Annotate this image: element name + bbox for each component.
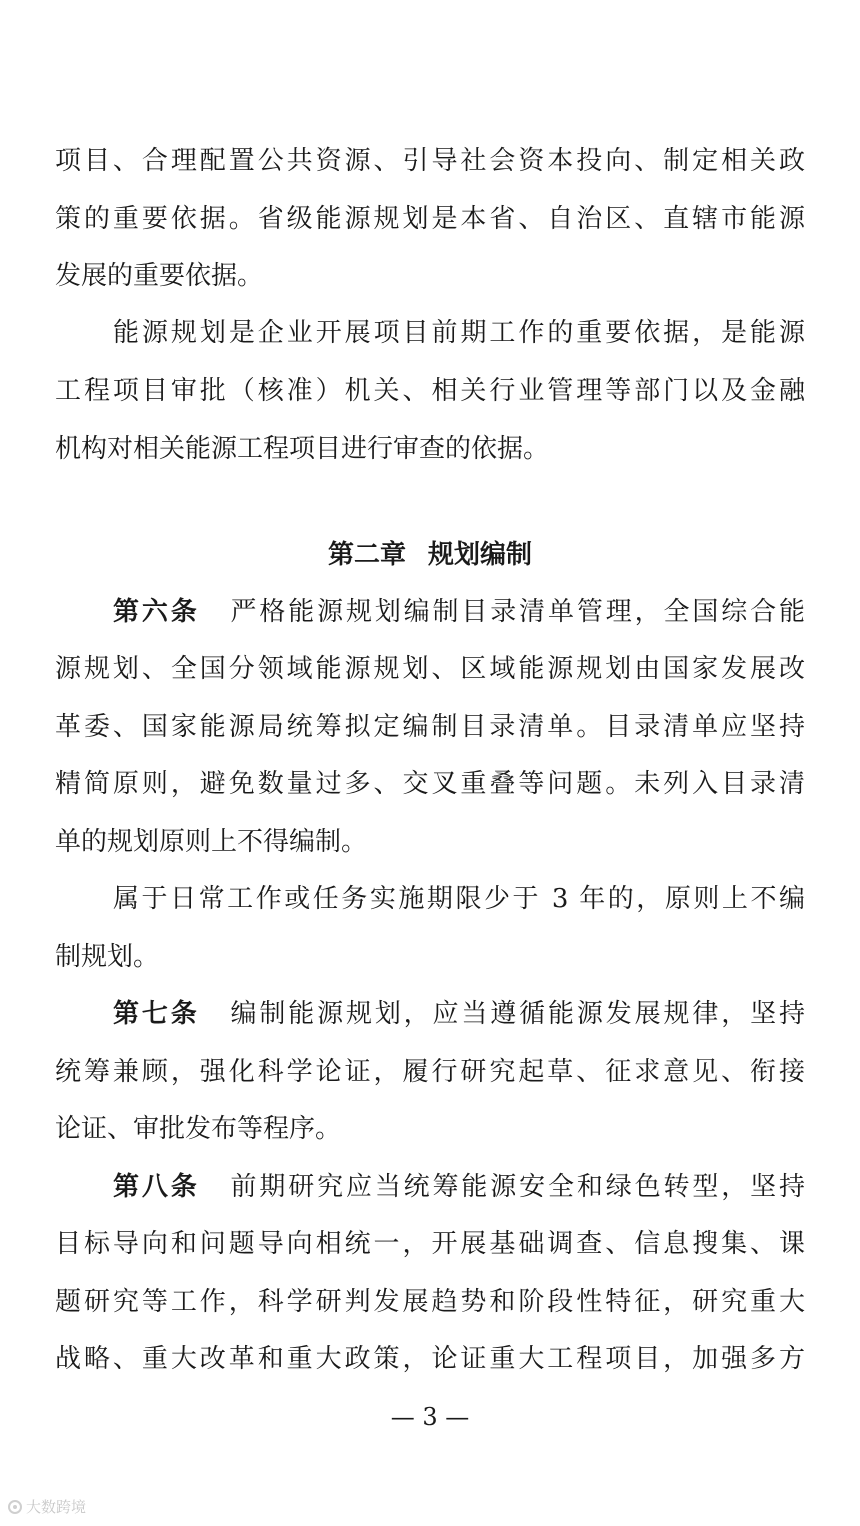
- paragraph-line: 源规划、全国分领域能源规划、区域能源规划由国家发展改: [55, 654, 805, 684]
- watermark: [8, 1496, 86, 1517]
- chapter-title: 规划编制: [428, 540, 533, 570]
- watermark-text: 大数跨境: [26, 1498, 87, 1516]
- paragraph-line: 革委、国家能源局统筹拟定编制目录清单。目录清单应坚持: [55, 712, 805, 742]
- article-first-line: [113, 1172, 805, 1202]
- paragraph-line: 论证、审批发布等程序。: [55, 1114, 342, 1144]
- chapter-heading: [0, 540, 860, 570]
- article-first-line: [113, 999, 805, 1029]
- paragraph-line: 单的规划原则上不得编制。: [55, 827, 368, 857]
- article-label: 第六条: [113, 597, 200, 627]
- paragraph-line: 属于日常工作或任务实施期限少于 3 年的，原则上不编: [113, 884, 805, 914]
- paragraph-line: 制规划。: [55, 942, 160, 972]
- article-text: 严格能源规划编制目录清单管理，全国综合能: [227, 597, 805, 627]
- watermark-logo-icon: [8, 1500, 22, 1514]
- article-label: 第七条: [113, 999, 200, 1029]
- paragraph-line: 精简原则，避免数量过多、交叉重叠等问题。未列入目录清: [55, 769, 805, 799]
- page-number: — 3 —: [390, 1403, 470, 1431]
- paragraph-line: 工程项目审批（核准）机关、相关行业管理等部门以及金融: [55, 376, 805, 406]
- article-text: 前期研究应当统筹能源安全和绿色转型，坚持: [227, 1172, 805, 1202]
- article-first-line: [113, 597, 805, 627]
- paragraph-line: 机构对相关能源工程项目进行审查的依据。: [55, 434, 550, 464]
- paragraph-line: 战略、重大改革和重大政策，论证重大工程项目，加强多方: [55, 1344, 805, 1374]
- article-text: 编制能源规划，应当遵循能源发展规律，坚持: [227, 999, 805, 1029]
- paragraph-line: 发展的重要依据。: [55, 261, 264, 291]
- article-label: 第八条: [113, 1172, 200, 1202]
- paragraph-line: 能源规划是企业开展项目前期工作的重要依据，是能源: [113, 318, 805, 348]
- paragraph-line: 项目、合理配置公共资源、引导社会资本投向、制定相关政: [55, 146, 805, 176]
- chapter-number: 第二章: [327, 540, 406, 570]
- paragraph-line: 目标导向和问题导向相统一，开展基础调查、信息搜集、课: [55, 1229, 805, 1259]
- paragraph-line: 统筹兼顾，强化科学论证，履行研究起草、征求意见、衔接: [55, 1057, 805, 1087]
- paragraph-line: 题研究等工作，科学研判发展趋势和阶段性特征，研究重大: [55, 1287, 805, 1317]
- paragraph-line: 策的重要依据。省级能源规划是本省、自治区、直辖市能源: [55, 204, 805, 234]
